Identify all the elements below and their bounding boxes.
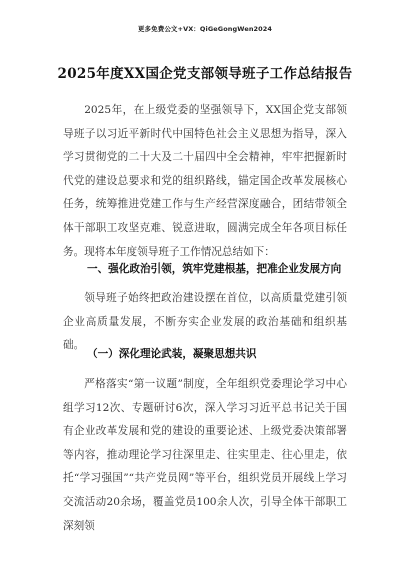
section-heading-1: 一、强化政治引领，筑牢党建根基，把准企业发展方向 bbox=[87, 263, 342, 275]
subsection-heading-1: （一）深化理论武装，凝聚思想共识 bbox=[87, 348, 257, 360]
document-title: 2025年度XX国企党支部领导班子工作总结报告 bbox=[57, 66, 353, 82]
subsection1-paragraph: 严格落实“第一议题”制度，全年组织党委理论学习中心组学习12次、专题研讨6次，深入学习习近平总书记关于国有企业改革发展和党的建设的重要论述、上级党委决策部署等内容，推动理论学习往深里走、往实里走、往心里走，依托“学习强国”“共产党员网”等平台，组织党员开展线上学习交流活动20余场，覆盖党员100余人次，引导全体干部职工深刻领 bbox=[63, 378, 347, 532]
section1-paragraph: 领导班子始终把政治建设摆在首位，以高质量党建引领企业高质量发展，不断夯实企业发展的政治基础和组织基础。 bbox=[63, 292, 347, 352]
header-note: 更多免费公文+VX：QiGeGongWen2024 bbox=[137, 25, 273, 33]
intro-paragraph: 2025年，在上级党委的坚强领导下，XX国企党支部领导班子以习近平新时代中国特色社会主义思想为指导，深入学习贯彻党的二十大及二十届四中全会精神，牢牢把握新时代党的建设总要求和党的组织路线，锚定国企改革发展核心任务，统筹推进党建工作与生产经营深度融合，团结带领全体干部职工攻坚克难、锐意进取，圆满完成全年各项目标任务。现将本年度领导班子工作情况总结如下： bbox=[63, 104, 347, 258]
